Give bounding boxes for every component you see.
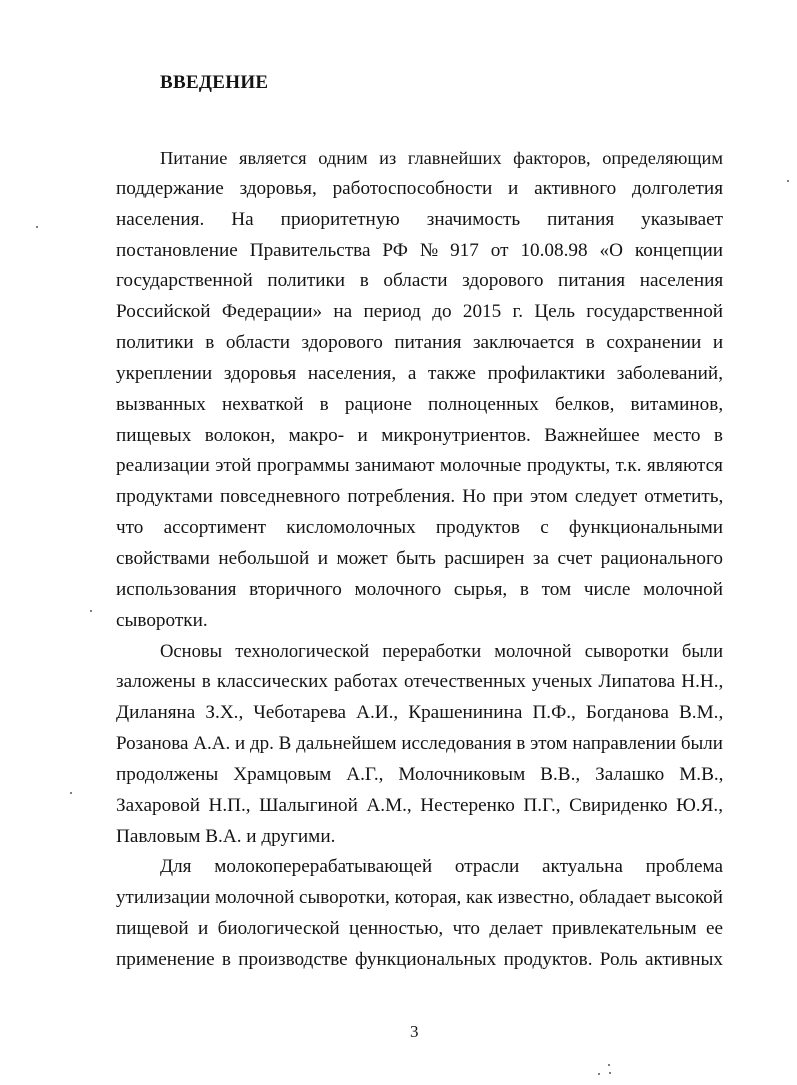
paragraph-3 [116,852,723,975]
text-line: Для молокоперерабатывающей отрасли актуальна проблема [160,856,723,878]
text-line: свойствами небольшой и может быть расширен за счет рационального [116,547,723,569]
text-line: населения. На приоритетную значимость питания указывает [116,208,723,230]
scan-speck [608,1064,610,1066]
text-line: применение в производстве функциональных продуктов. Роль активных [116,948,723,970]
text-line: Розанова А.А. и др. В дальнейшем исследования в этом направлении были [116,733,723,755]
text-line: Захаровой Н.П., Шалыгиной А.М., Нестеренко П.Г., Свириденко Ю.Я., [116,794,723,816]
paragraph-2 [116,637,723,853]
scan-speck [598,1073,600,1075]
paragraph-1 [116,143,723,637]
text-line: использования вторичного молочного сырья, в том числе молочной [116,578,723,600]
text-line: вызванных нехваткой в рационе полноценных белков, витаминов, [116,393,724,415]
scan-speck [90,610,92,612]
text-line: укреплении здоровья населения, а также профилактики заболеваний, [116,362,723,384]
text-line: Российской Федерации» на период до 2015 г. Цель государственной [116,301,724,323]
section-heading: ВВЕДЕНИЕ [160,72,269,93]
text-line: Павловым В.А. и другими. [116,825,336,847]
text-line: поддержание здоровья, работоспособности и активного долголетия [116,177,724,199]
text-line: Диланяна З.Х., Чеботарева А.И., Крашенинина П.Ф., Богданова В.М., [116,702,724,724]
text-line: заложены в классических работах отечественных ученых Липатова Н.Н., [116,671,724,693]
text-line: продуктами повседневного потребления. Но при этом следует отметить, [116,486,724,508]
text-line: постановление Правительства РФ № 917 от 10.08.98 «О концепции [116,239,723,261]
text-line: утилизации молочной сыворотки, которая, как известно, обладает высокой [116,887,723,909]
text-line: политики в области здорового питания заключается в сохранении и [116,332,724,354]
text-line: продолжены Храмцовым А.Г., Молочниковым В.В., Залашко М.В., [116,763,724,785]
body-text [116,143,723,976]
text-line: пищевой и биологической ценностью, что делает привлекательным ее [116,918,723,940]
scan-speck [787,180,789,182]
scan-speck [609,1072,611,1074]
text-line: что ассортимент кисломолочных продуктов с функциональными [116,517,724,539]
text-line: сыворотки. [116,609,208,631]
scan-speck [70,792,72,794]
text-line: государственной политики в области здорового питания населения [116,270,724,292]
text-line: реализации этой программы занимают молочные продукты, т.к. являются [116,455,723,477]
text-line: Основы технологической переработки молочной сыворотки были [160,640,723,662]
text-line: пищевых волокон, макро- и микронутриентов. Важнейшее место в [116,424,723,446]
text-line: Питание является одним из главнейших факторов, определяющим [160,148,723,168]
scan-speck [36,226,38,228]
page-number: 3 [410,1022,419,1041]
